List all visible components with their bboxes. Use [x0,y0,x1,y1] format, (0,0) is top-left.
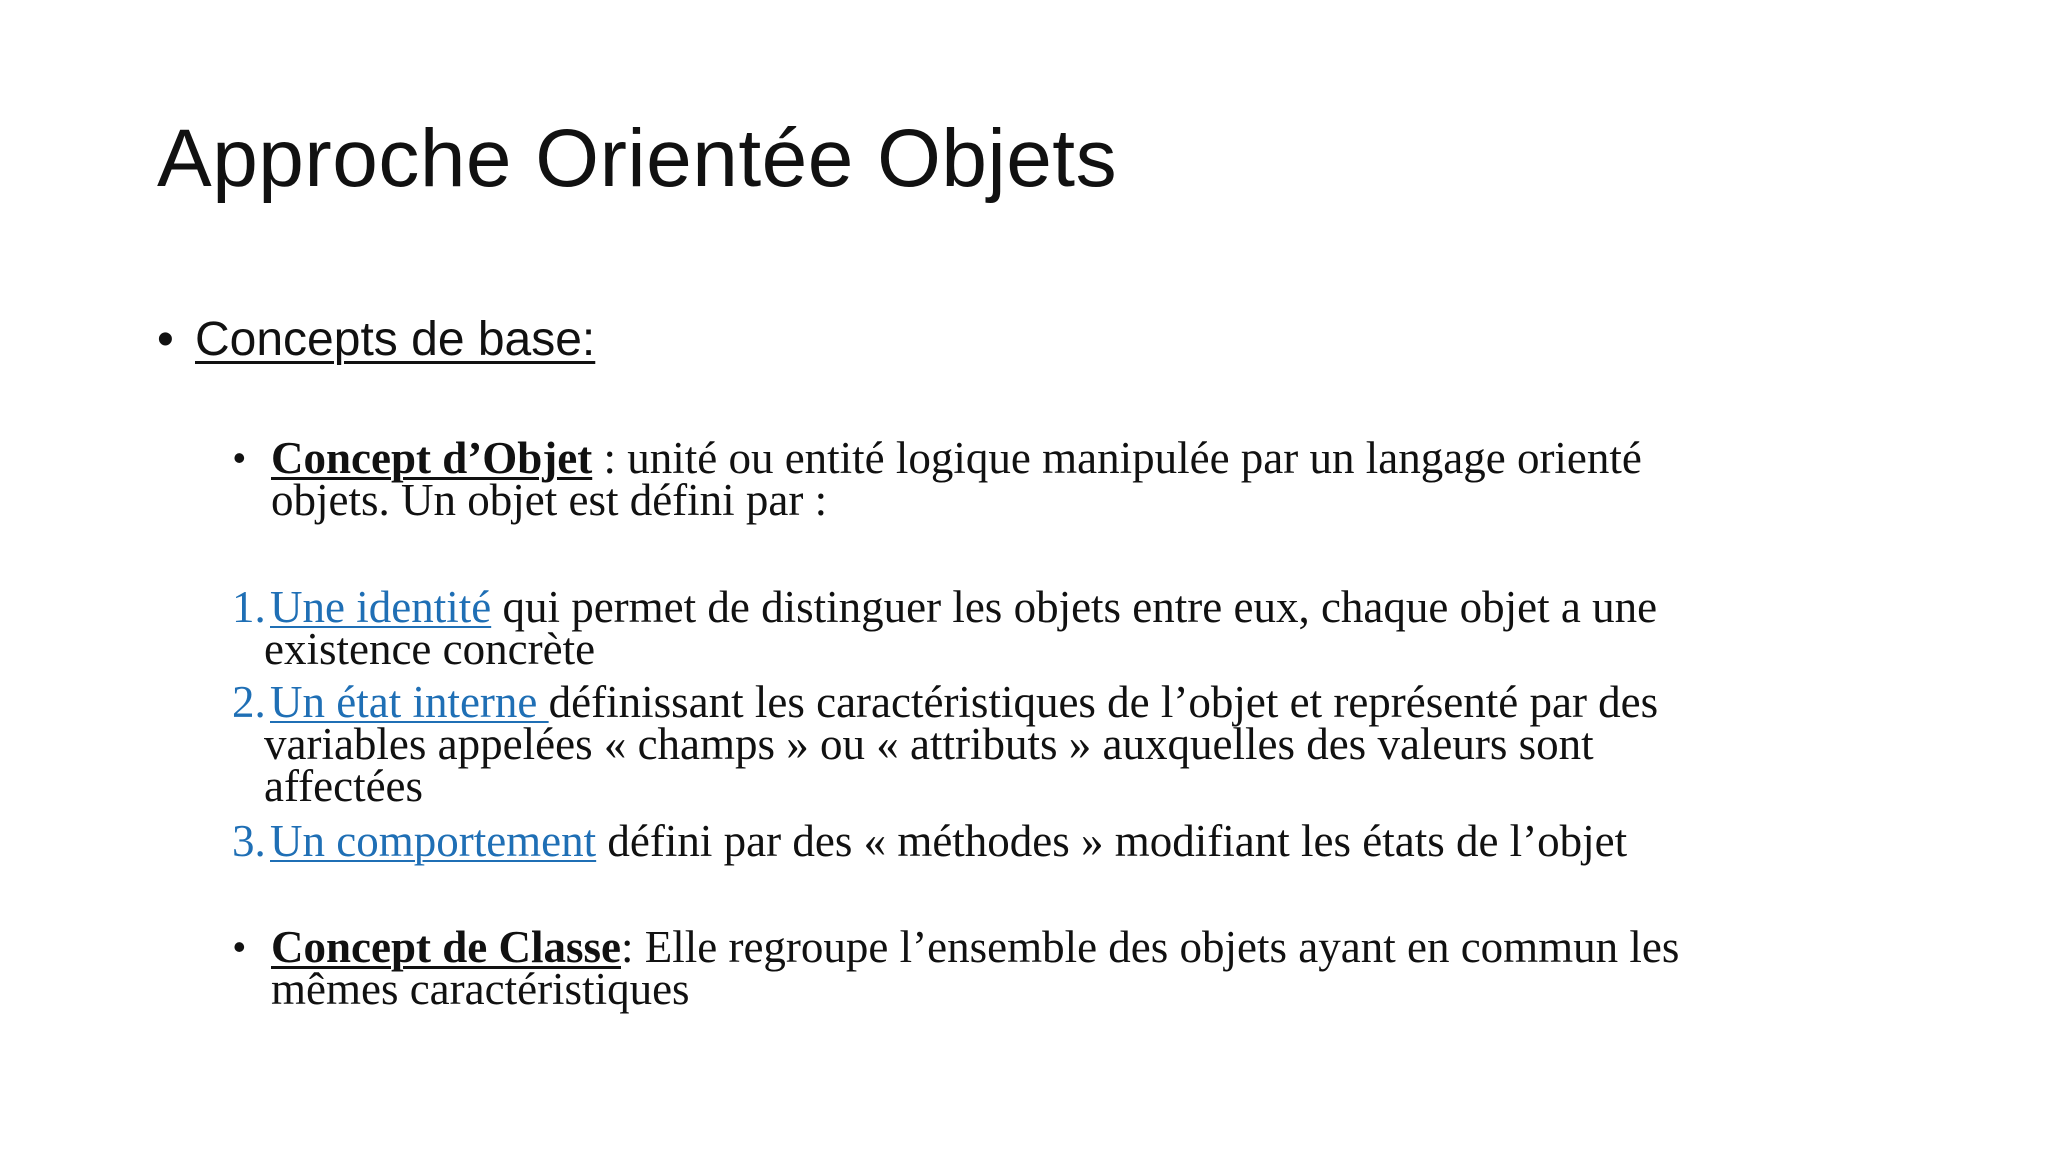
list-item-etat-interne: 2. Un état interne définissant les caractéristiques de l’objet et représenté par des variables appelées « champs » ou « attributs » auxquelles des valeurs sont affectées [232,681,1912,807]
concept-objet-line2: objets. Un objet est défini par : [271,475,828,525]
link-une-identite[interactable]: Une identité [270,582,492,632]
concept-classe-term: Concept de Classe [271,922,621,972]
concept-objet-text [271,433,1893,525]
list-item-continuation: existence concrète [264,624,596,674]
list-number: 1. [232,582,266,632]
link-un-comportement[interactable]: Un comportement [270,816,597,866]
concept-classe-item [233,922,1893,1014]
concept-classe-text [271,922,1893,1014]
section-bullet [157,313,596,366]
bullet-icon: • [233,926,246,967]
list-number: 2. [232,677,266,727]
concept-objet-term: Concept d’Objet [271,433,593,483]
section-heading: Concepts de base: [195,313,596,366]
concept-objet-item [233,433,1893,525]
list-number: 3. [232,816,266,866]
concept-objet-line1: Concept d’Objet : unité ou entité logique manipulée par un langage orienté [271,433,1642,483]
concept-classe-line1: Concept de Classe: Elle regroupe l’ensemble des objets ayant en commun les [271,922,1680,972]
bullet-icon: • [233,437,246,478]
list-item-continuation: affectées [264,761,424,811]
slide-title: Approche Orientée Objets [157,113,1118,204]
list-item-continuation: variables appelées « champs » ou « attributs » auxquelles des valeurs sont [264,719,1594,769]
bullet-icon: • [157,313,174,366]
list-item-identite: 1. Une identité qui permet de distinguer les objets entre eux, chaque objet a une existence concrète [232,586,1912,670]
list-item-comportement: 3. Un comportement défini par des « méthodes » modifiant les états de l’objet [232,816,1628,866]
link-un-etat-interne[interactable]: Un état interne [270,677,549,727]
concept-classe-line2: mêmes caractéristiques [271,964,690,1014]
